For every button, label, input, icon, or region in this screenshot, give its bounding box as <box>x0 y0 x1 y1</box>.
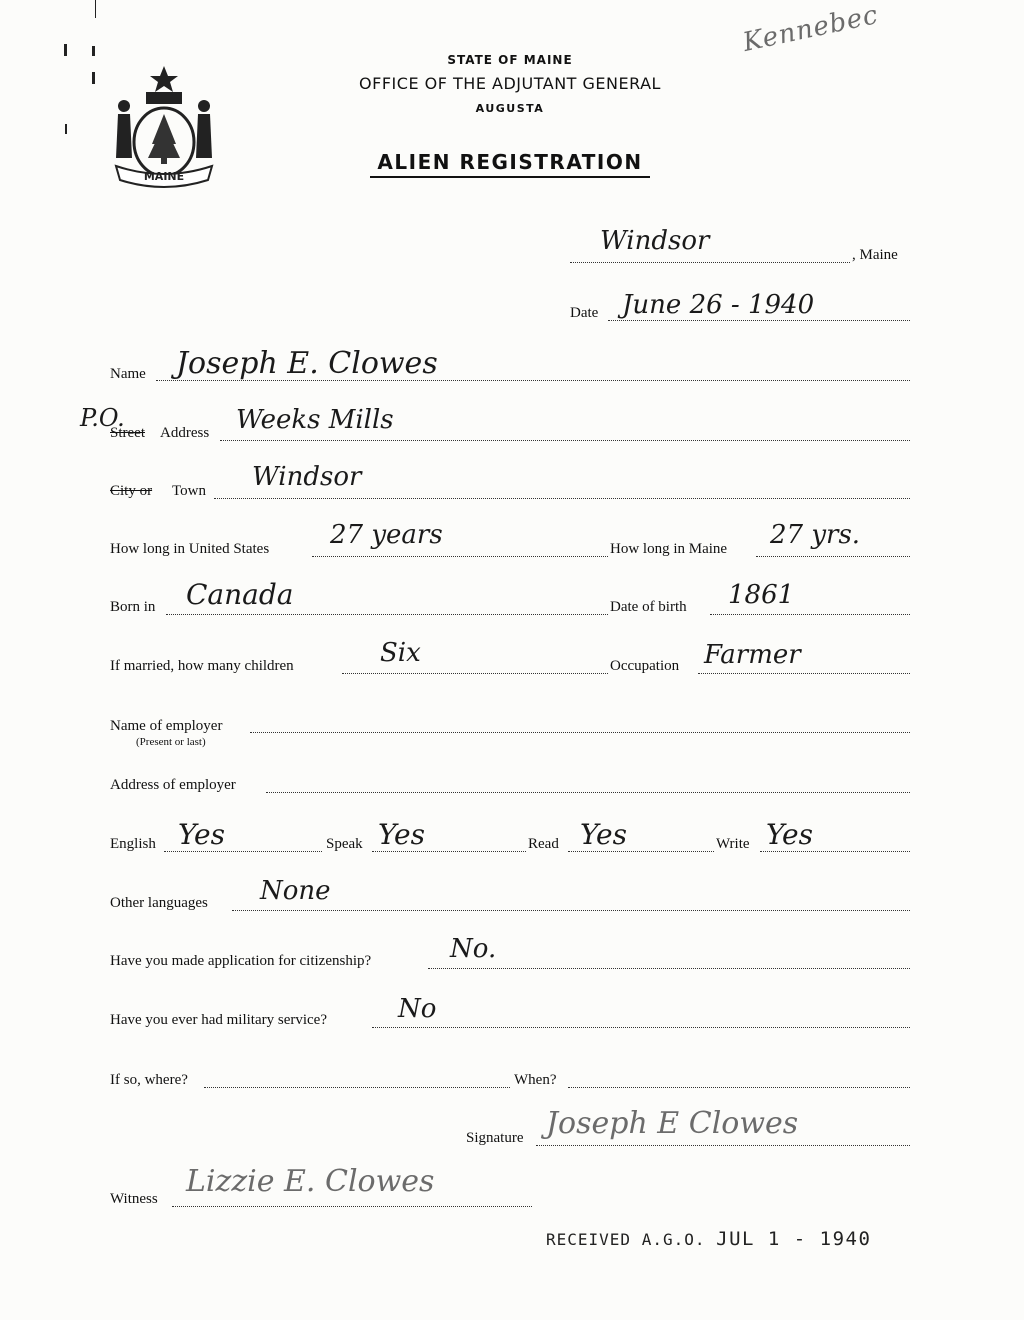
speak-label: Speak <box>326 836 363 852</box>
write-line <box>760 851 910 852</box>
occupation-value: Farmer <box>704 640 801 670</box>
speak-value: Yes <box>378 818 425 851</box>
english-label: English <box>110 836 156 852</box>
dob-label: Date of birth <box>610 599 687 615</box>
witness-value: Lizzie E. Clowes <box>186 1164 435 1199</box>
witness-line <box>172 1206 532 1207</box>
write-label: Write <box>716 836 750 852</box>
state-seal-icon <box>108 62 220 190</box>
maine-years-line <box>756 556 910 557</box>
place-suffix: , Maine <box>852 247 898 263</box>
dob-value: 1861 <box>728 580 795 610</box>
name-label: Name <box>110 366 146 382</box>
signature-label: Signature <box>466 1130 524 1146</box>
place-line <box>570 262 850 263</box>
address-label: Address <box>160 425 210 441</box>
employer-address-label: Address of employer <box>110 777 236 793</box>
employer-line <box>250 732 910 733</box>
name-value: Joseph E. Clowes <box>176 346 438 381</box>
date-label: Date <box>570 305 599 321</box>
header-state: STATE OF MAINE <box>447 53 573 67</box>
signature-line <box>536 1145 910 1146</box>
when-line <box>568 1087 910 1088</box>
received-stamp <box>546 1228 871 1250</box>
employer-sublabel: (Present or last) <box>136 736 206 748</box>
where-line <box>204 1087 510 1088</box>
form-title: ALIEN REGISTRATION <box>370 150 650 178</box>
header-office: OFFICE OF THE ADJUTANT GENERAL <box>359 74 661 93</box>
military-line <box>372 1027 910 1028</box>
born-in-label: Born in <box>110 599 156 615</box>
read-label: Read <box>528 836 559 852</box>
write-value: Yes <box>766 818 813 851</box>
english-value: Yes <box>178 818 225 851</box>
citizenship-value: No. <box>450 934 497 964</box>
scan-margin-mark <box>92 46 95 56</box>
speak-line <box>372 851 526 852</box>
maine-years-label: How long in Maine <box>610 541 728 557</box>
citizenship-label: Have you made application for citizenship? <box>110 953 372 969</box>
seal-banner-text: MAINE <box>143 170 185 183</box>
citizenship-line <box>428 968 910 969</box>
other-languages-value: None <box>260 876 331 906</box>
town-value: Windsor <box>252 462 362 492</box>
scan-margin-mark <box>92 72 95 84</box>
occupation-line <box>698 673 910 674</box>
military-value: No <box>398 994 437 1024</box>
born-in-line <box>166 614 608 615</box>
other-languages-line <box>232 910 910 911</box>
other-languages-label: Other languages <box>110 895 208 911</box>
military-label: Have you ever had military service? <box>110 1012 327 1028</box>
when-label: When? <box>514 1072 557 1088</box>
address-line <box>220 440 910 441</box>
witness-label: Witness <box>110 1191 158 1207</box>
children-line <box>342 673 608 674</box>
us-years-value: 27 years <box>330 520 443 550</box>
scan-margin-mark <box>95 0 96 18</box>
place-value: Windsor <box>600 226 710 256</box>
born-in-value: Canada <box>186 578 294 611</box>
us-years-label: How long in United States <box>110 541 270 557</box>
occupation-label: Occupation <box>610 658 680 674</box>
street-label-struck: Street <box>110 425 145 441</box>
maine-years-value: 27 yrs. <box>770 520 861 550</box>
scan-margin-mark <box>64 44 67 56</box>
scan-margin-mark <box>65 124 67 134</box>
us-years-line <box>312 556 608 557</box>
county-note: Kennebec <box>740 0 882 58</box>
employer-address-line <box>266 792 910 793</box>
address-value: Weeks Mills <box>236 405 394 435</box>
date-line <box>608 320 910 321</box>
where-label: If so, where? <box>110 1072 188 1088</box>
employer-label: Name of employer <box>110 718 223 734</box>
children-value: Six <box>380 638 421 668</box>
children-label: If married, how many children <box>110 658 294 674</box>
town-line <box>214 498 910 499</box>
stamp-prefix: RECEIVED A.G.O. <box>546 1230 706 1249</box>
header-city: AUGUSTA <box>475 102 545 115</box>
stamp-date: JUL 1 - 1940 <box>716 1228 872 1250</box>
english-line <box>164 851 322 852</box>
po-note: P.O. <box>80 404 125 432</box>
date-value: June 26 - 1940 <box>622 290 815 320</box>
read-line <box>568 851 714 852</box>
signature-value: Joseph E Clowes <box>546 1106 799 1141</box>
town-label: Town <box>172 483 206 499</box>
read-value: Yes <box>580 818 627 851</box>
dob-line <box>710 614 910 615</box>
city-label-struck: City or <box>110 483 153 499</box>
